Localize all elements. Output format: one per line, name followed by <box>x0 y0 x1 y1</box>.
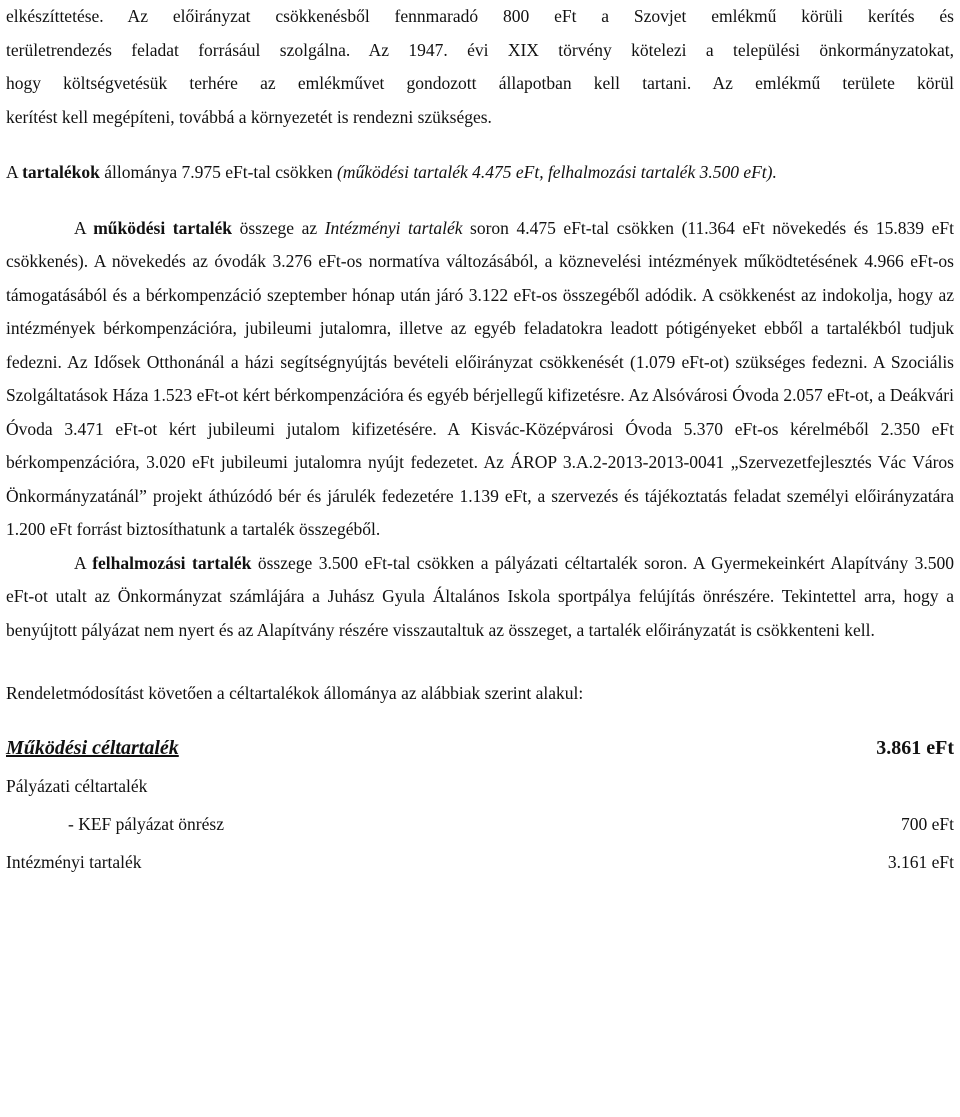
text-line: kerítést kell megépíteni, továbbá a környezetét is rendezni szükséges. <box>6 106 492 127</box>
table-row <box>6 729 954 767</box>
paragraph-memorial <box>6 0 954 134</box>
text-run: összege az <box>232 217 325 238</box>
reserve-table <box>6 729 954 881</box>
text-run: A <box>6 162 23 182</box>
text-run: A <box>74 217 94 238</box>
table-row-label: - KEF pályázat önrész <box>68 813 224 834</box>
paragraph-summary-intro: Rendeletmódosítást követően a céltartalékok állománya az alábbiak szerint alakul: <box>6 683 584 703</box>
bold-term: tartalékok <box>22 162 100 182</box>
bold-term: felhalmozási tartalék <box>92 552 252 573</box>
table-row-amount: 3.161 eFt <box>887 851 954 872</box>
table-row-label: Intézményi tartalék <box>6 851 142 872</box>
text-run: állománya 7.975 eFt-tal csökken <box>99 162 338 182</box>
text-run: összege 3.500 eFt-tal csökken a pályázati céltartalék soron. A Gyermekeinkért Alapítvány 3.500 eFt-ot utalt az Önkormányzat számlájára a Juhász Gyula Általános Iskola sportpálya felújítás önrészére. Tekintettel arra, hogy a benyújtott pályázat nem nyert és az Alapítvány részére visszautaltuk az összeget, a tartalék előirányzatát is csökkenteni kell. <box>6 552 954 640</box>
table-row <box>6 843 954 881</box>
italic-term: Intézményi tartalék <box>324 217 463 238</box>
text-line: területrendezés feladat forrásául szolgálna. Az 1947. évi XIX törvény kötelezi a települési önkormányzatokat, <box>6 39 954 60</box>
table-row-label: Pályázati céltartalék <box>6 775 148 796</box>
text-run: A <box>74 552 93 573</box>
paragraph-operating-reserve <box>6 212 954 547</box>
table-row <box>6 767 954 805</box>
bold-term: működési tartalék <box>93 217 233 238</box>
text-run: soron 4.475 eFt-tal csökken (11.364 eFt növekedés és 15.839 eFt csökkenés). A növekedés az óvodák 3.276 eFt-os normatíva változásából, a köznevelési intézmények működtetésének 4.966 eFt-os támogatásából és a bérkompenzáció szeptember hónap után járó 3.122 eFt-os összegéből adódik. A csökkenést az indokolja, hogy az intézmények bérkompenzációra, jubileumi jutalomra, illetve az egyéb feladatokra leadott pótigényeket ebből a tartalékból tudjuk fedezni. Az Idősek Otthonánál a házi segítségnyújtás bevételi előirányzat csökkenését (1.079 eFt-ot) szükséges fedezni. A Szociális Szolgáltatások Háza 1.523 eFt-ot kért bérkompenzációra és egyéb bérjellegű kifizetésre. Az Alsóvárosi Óvoda 2.057 eFt-ot, a Deákvári Óvoda 3.471 eFt-ot kért jubileumi jutalom kifizetésére. A Kisvác-Középvárosi Óvoda 5.370 eFt-os kérelméből 2.350 eFt bérkompenzációra, 3.020 eFt jubileumi jutalomra nyújt fedezetet. Az ÁROP 3.A.2-2013-2013-0041 „Szervezetfejlesztés Vác Város Önkormányzatánál” projekt áthúzódó bér és járulék fedezetére 1.139 eFt, a szervezés és tájékoztatás feladat személyi előirányzatára 1.200 eFt forrást biztosíthatunk a tartalék összegéből. <box>6 217 954 539</box>
text-line: elkészíttetése. Az előirányzat csökkenésből fennmaradó 800 eFt a Szovjet emlékmű körüli kerítés és <box>6 6 954 26</box>
table-heading-label: Működési céltartalék <box>6 736 179 759</box>
italic-note: (működési tartalék 4.475 eFt, felhalmozási tartalék 3.500 eFt). <box>337 162 777 182</box>
document-page <box>6 0 954 881</box>
paragraph-capital-reserve <box>6 547 954 648</box>
paragraph-reserves <box>6 156 954 190</box>
table-row <box>6 805 954 843</box>
table-heading-amount: 3.861 eFt <box>876 736 954 759</box>
text-line: hogy költségvetésük terhére az emlékművet gondozott állapotban kell tartani. Az emlékmű területe körül <box>6 73 954 93</box>
table-row-amount: 700 eFt <box>901 813 954 834</box>
